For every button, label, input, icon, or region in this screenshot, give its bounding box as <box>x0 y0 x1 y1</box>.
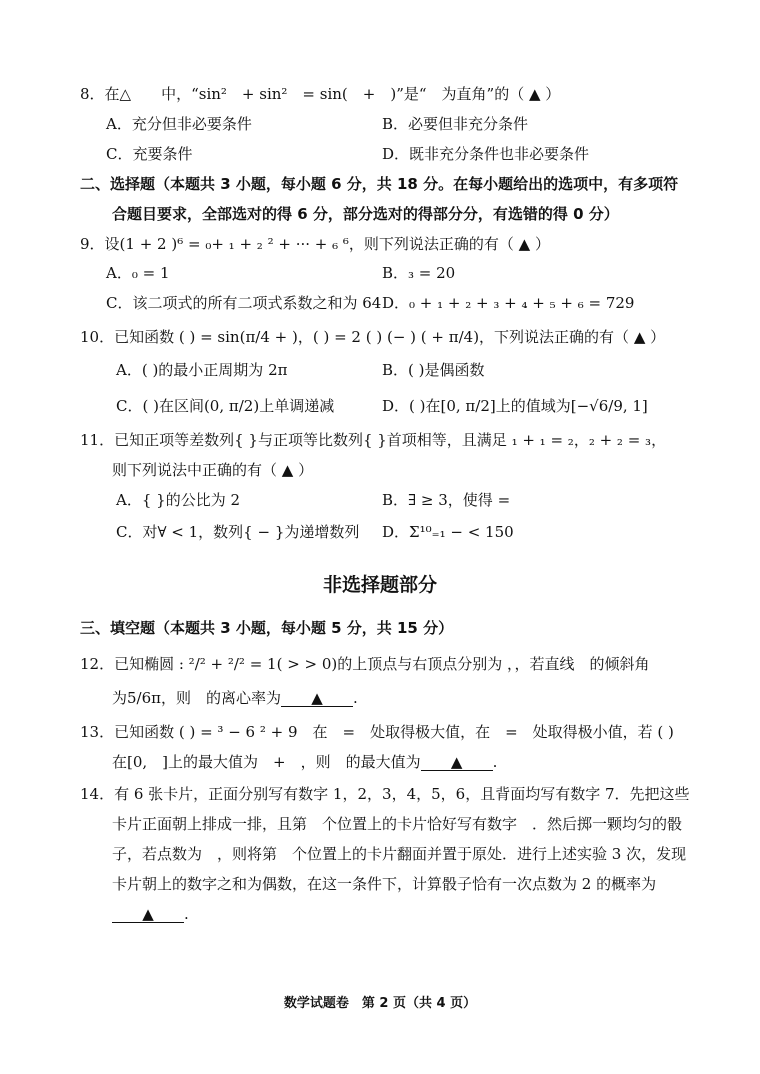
question-12-line2: 为5/6π，则 的离心率为 ▲ . <box>112 689 358 707</box>
q8-option-b: B．必要但非充分条件 <box>382 115 529 133</box>
section-2-title-line1: 二、选择题（本题共 3 小题，每小题 6 分，共 18 分。在每小题给出的选项中，有多项符 <box>80 175 679 193</box>
page-footer: 数学试题卷 第 2 页（共 4 页） <box>283 996 477 1011</box>
q11-option-c: C．对∀ < 1，数列{ − }为递增数列 <box>116 523 360 541</box>
question-14-line1: 14．有 6 张卡片，正面分别写有数字 1，2，3，4，5，6，且背面均写有数字 7．先把这些 <box>80 785 690 803</box>
question-12-line1: 12．已知椭圆 : ²/² + ²/² = 1( > > 0)的上顶点与右顶点分别为 ，，若直线 的倾斜角 <box>80 655 650 673</box>
question-9-stem: 9．设(1 + 2 )⁶ = ₀+ ₁ + ₂ ² + ··· + ₆ ⁶，则下列说法正确的有（ ▲ ） <box>80 235 550 253</box>
q11-option-a: A．{ }的公比为 2 <box>116 491 240 509</box>
q8-option-c: C．充要条件 <box>106 145 193 163</box>
q9-option-d: D．₀ + ₁ + ₂ + ₃ + ₄ + ₅ + ₆ = 729 <box>382 294 635 312</box>
q8-option-d: D．既非充分条件也非必要条件 <box>382 145 590 163</box>
answer-blank: ▲ <box>281 690 353 707</box>
section-3-title: 三、填空题（本题共 3 小题，每小题 5 分，共 15 分） <box>80 619 454 637</box>
q10-option-b: B．( )是偶函数 <box>382 361 485 379</box>
q10-option-d: D．( )在[0, π/2]上的值域为[−√6/9, 1] <box>382 397 648 415</box>
q11-option-b: B．∃ ≥ 3，使得 = <box>382 491 511 509</box>
question-11-stem-line1: 11．已知正项等差数列{ }与正项等比数列{ }首项相等，且满足 ₁ + ₁ = ₂，₂ + ₂ = ₃， <box>80 431 667 449</box>
question-13-line2: 在[0, ]上的最大值为 + ，则 的最大值为 ▲ . <box>112 753 498 771</box>
q9-option-b: B．₃ = 20 <box>382 264 456 282</box>
question-14-line3: 子，若点数为 ，则将第 个位置上的卡片翻面并置于原处．进行上述实验 3 次，发现 <box>112 845 687 863</box>
question-14-line2: 卡片正面朝上排成一排，且第 个位置上的卡片恰好写有数字 ．然后掷一颗均匀的骰 <box>112 815 683 833</box>
q8-option-a: A．充分但非必要条件 <box>106 115 252 133</box>
question-8-stem: 8．在△ 中，“sin² + sin² = sin( + )”是“ 为直角”的（ ▲ ） <box>80 85 561 103</box>
q10-option-c: C．( )在区间(0, π/2)上单调递减 <box>116 397 335 415</box>
question-14-line5: ▲ . <box>112 904 189 924</box>
q9-option-c: C．该二项式的所有二项式系数之和为 64 <box>106 294 382 312</box>
answer-blank: ▲ <box>112 906 184 923</box>
question-13-line1: 13．已知函数 ( ) = ³ − 6 ² + 9 在 = 处取得极大值，在 = 处取得极小值，若 ( ) <box>80 723 674 741</box>
part-2-heading: 非选择题部分 <box>322 574 437 596</box>
q11-option-d: D．Σ¹⁰₌₁ − < 150 <box>382 523 514 541</box>
answer-blank: ▲ <box>421 754 493 771</box>
question-10-stem: 10．已知函数 ( ) = sin(π/4 + )，( ) = 2 ( ) (− ) ( + π/4)，下列说法正确的有（ ▲ ） <box>80 328 666 346</box>
q9-option-a: A．₀ = 1 <box>106 264 170 282</box>
q10-option-a: A．( )的最小正周期为 2π <box>116 361 288 379</box>
section-2-title-line2: 合题目要求，全部选对的得 6 分，部分选对的得部分分，有选错的得 0 分） <box>112 205 619 223</box>
question-14-line4: 卡片朝上的数字之和为偶数，在这一条件下，计算骰子恰有一次点数为 2 的概率为 <box>112 875 657 893</box>
question-11-stem-line2: 则下列说法中正确的有（ ▲ ） <box>112 461 314 479</box>
